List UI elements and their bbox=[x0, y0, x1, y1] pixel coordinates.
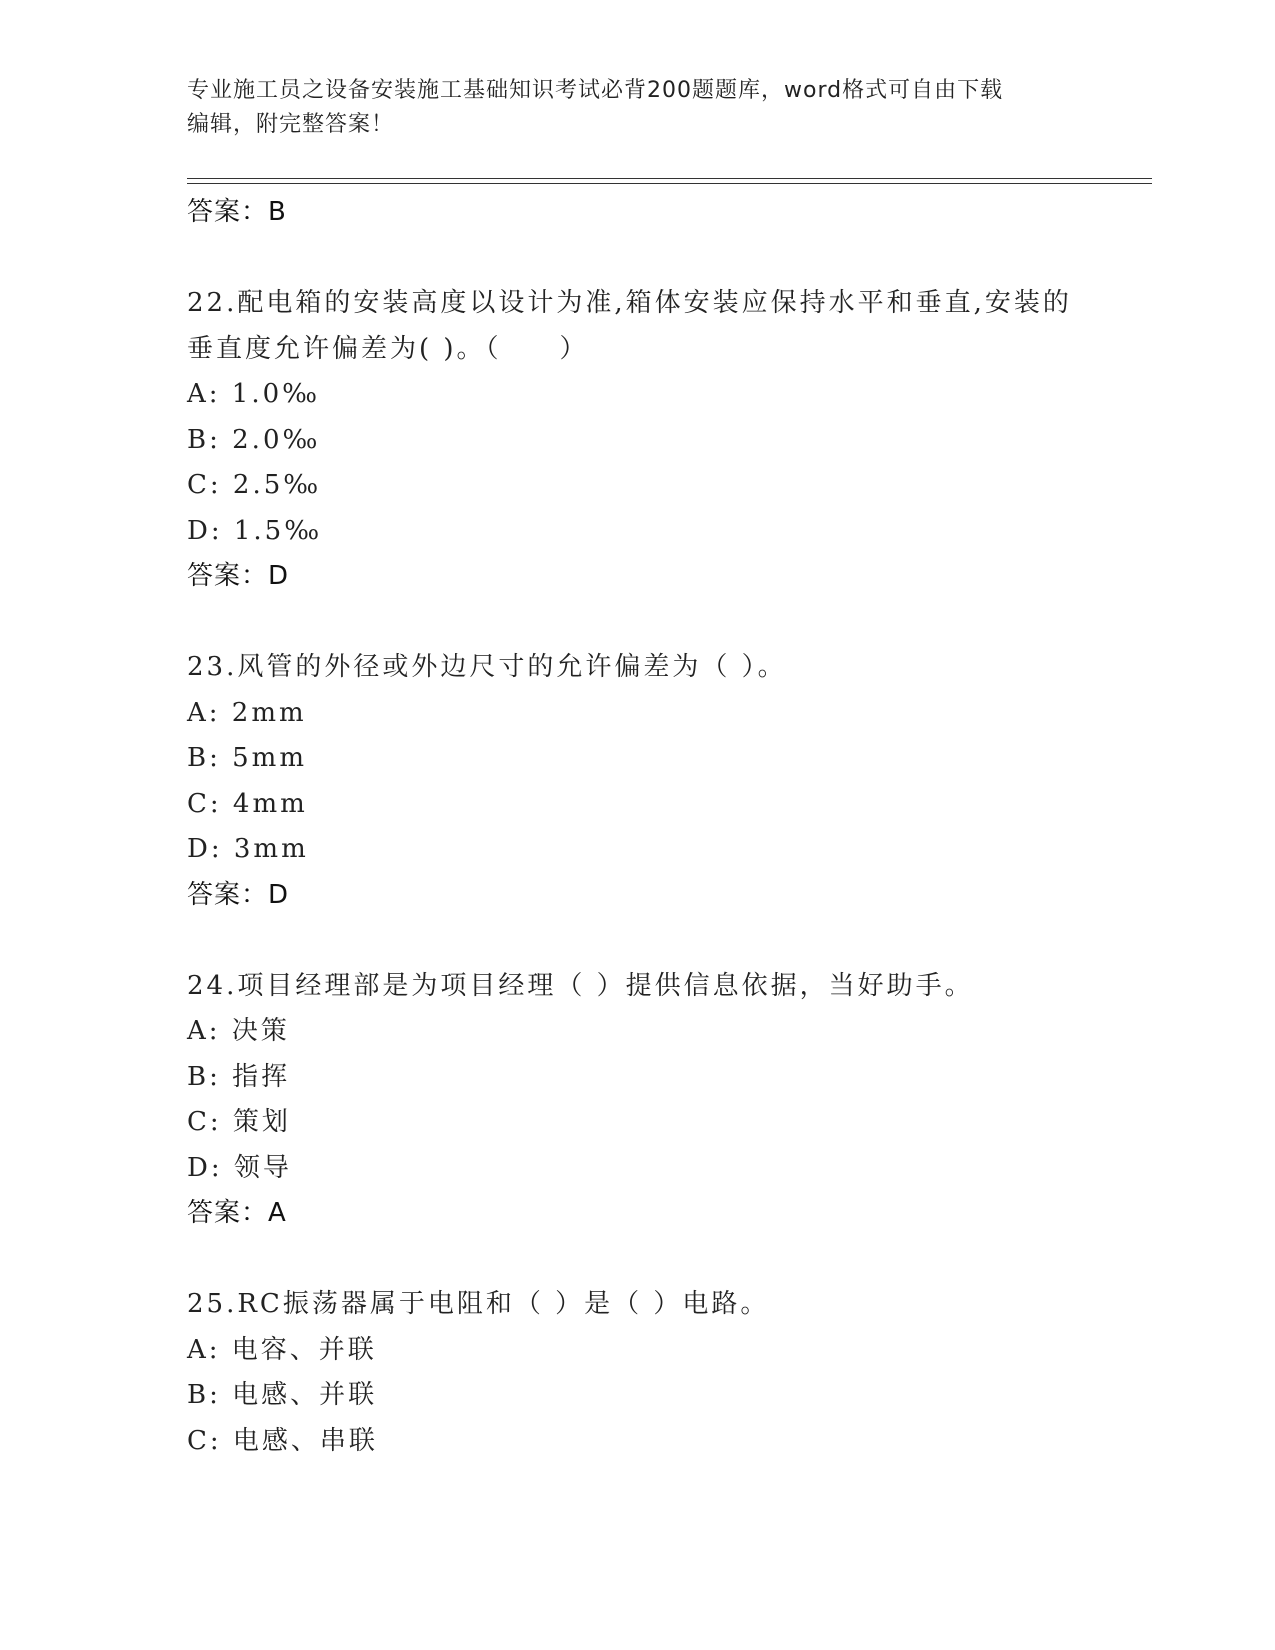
question-25 bbox=[187, 1282, 1147, 1464]
option-b: B: 5mm bbox=[187, 743, 307, 773]
option-a: A: 电容、并联 bbox=[187, 1334, 377, 1365]
option-a: A: 2mm bbox=[187, 697, 307, 728]
header-title-line-1: 专业施工员之设备安装施工基础知识考试必背200题题库，word格式可自由下载 bbox=[187, 78, 1004, 103]
spacer bbox=[187, 918, 1147, 964]
question-list bbox=[187, 190, 1147, 1464]
header-rule-bottom bbox=[187, 183, 1152, 184]
question-24 bbox=[187, 964, 1147, 1237]
question-stem-line: 垂直度允许偏差为( )。（ ） bbox=[187, 333, 589, 364]
question-stem-line: 22.配电箱的安装高度以设计为准,箱体安装应保持水平和垂直,安装的 bbox=[187, 288, 1072, 318]
option-b: B: 指挥 bbox=[187, 1061, 291, 1092]
option-d: D: 领导 bbox=[187, 1152, 292, 1183]
option-b: B: 2.0‰ bbox=[187, 424, 321, 455]
option-d: D: 3mm bbox=[187, 834, 309, 864]
question-22 bbox=[187, 281, 1147, 600]
document-header bbox=[187, 74, 1067, 142]
answer: 答案：A bbox=[187, 1198, 287, 1228]
header-rule-top bbox=[187, 178, 1152, 179]
header-title-line-2: 编辑，附完整答案！ bbox=[187, 112, 395, 137]
option-a: A: 1.0‰ bbox=[187, 379, 321, 409]
answer: 答案：D bbox=[187, 879, 290, 910]
question-stem-line: 24.项目经理部是为项目经理（ ）提供信息依据，当好助手。 bbox=[187, 970, 974, 1001]
option-c: C: 2.5‰ bbox=[187, 470, 322, 500]
option-a: A: 决策 bbox=[187, 1016, 290, 1046]
option-d: D: 1.5‰ bbox=[187, 515, 323, 546]
spacer bbox=[187, 236, 1147, 282]
answer: 答案：D bbox=[187, 561, 290, 591]
question-23 bbox=[187, 645, 1147, 918]
question-stem-line: 25.RC振荡器属于电阻和（ ）是（ ）电路。 bbox=[187, 1289, 770, 1319]
previous-answer: 答案：B bbox=[187, 197, 287, 227]
option-b: B: 电感、并联 bbox=[187, 1380, 378, 1410]
option-c: C: 策划 bbox=[187, 1107, 291, 1137]
option-c: C: 电感、串联 bbox=[187, 1425, 378, 1456]
question-stem-line: 23.风管的外径或外边尺寸的允许偏差为（ ）。 bbox=[187, 652, 787, 682]
spacer bbox=[187, 1237, 1147, 1283]
option-c: C: 4mm bbox=[187, 788, 308, 819]
spacer bbox=[187, 600, 1147, 646]
